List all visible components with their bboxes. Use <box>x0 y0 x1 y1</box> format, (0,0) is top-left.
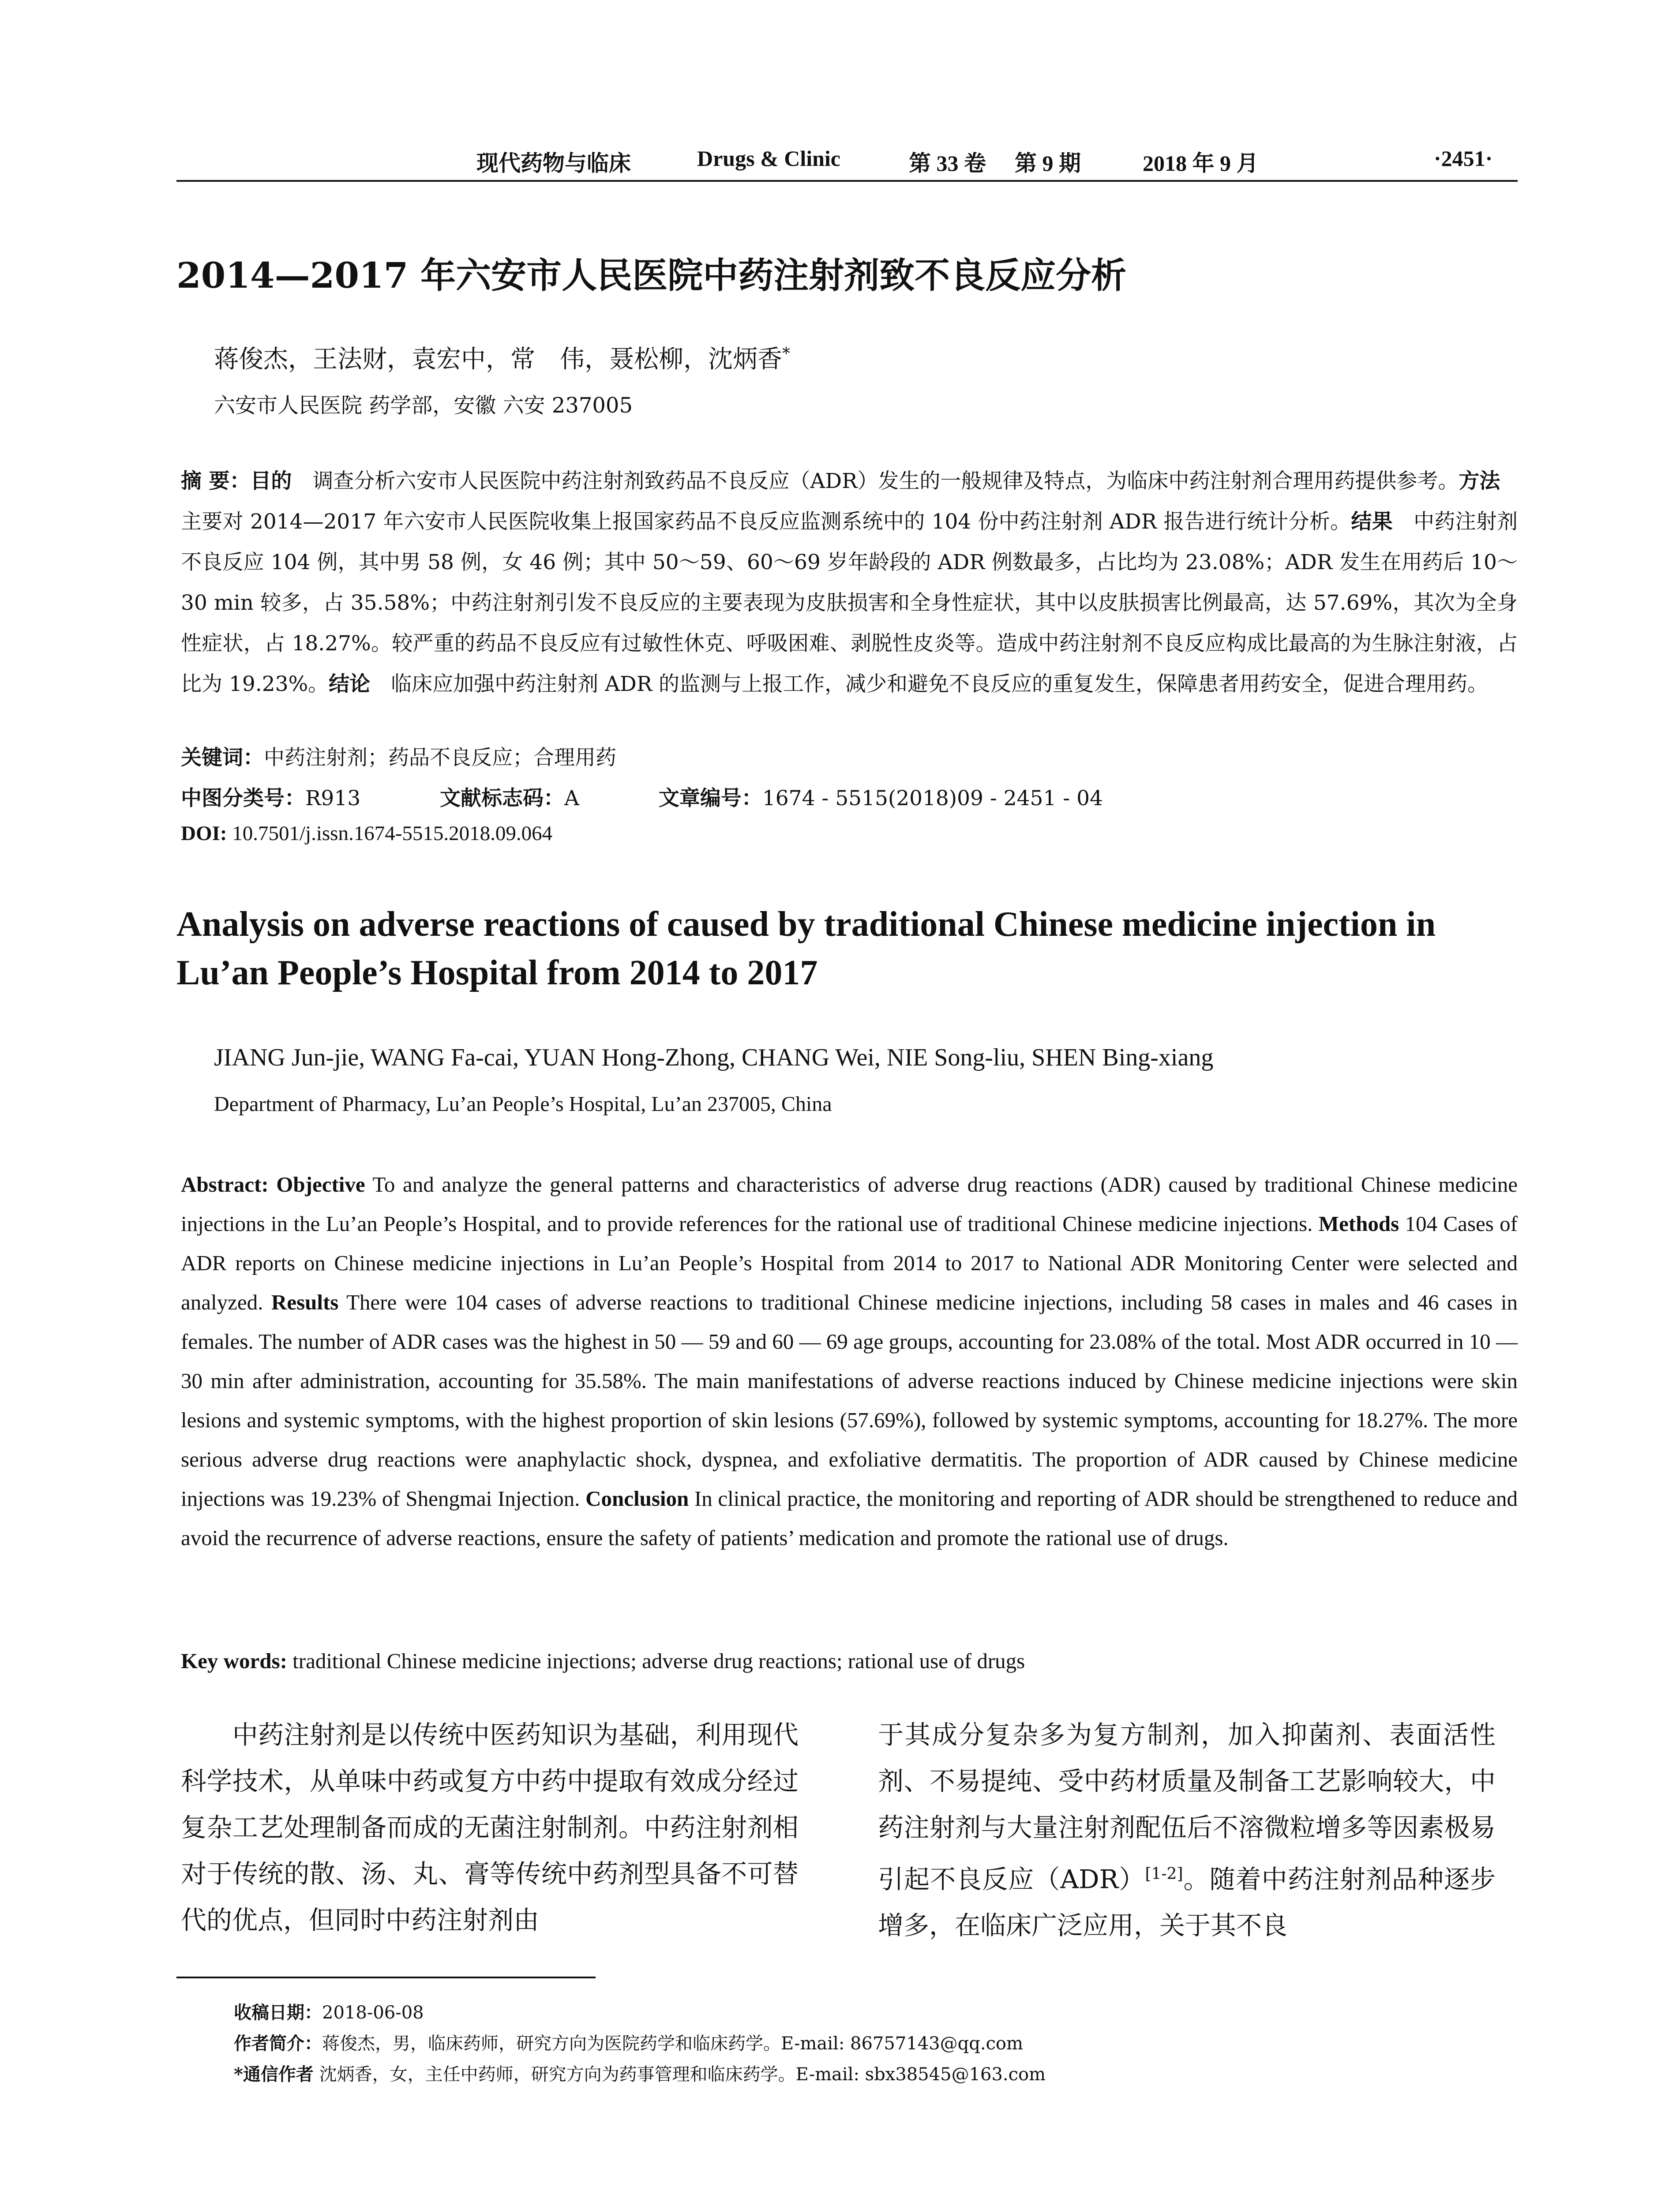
methods-label-en: Methods <box>1318 1212 1399 1236</box>
conclusion-label-en: Conclusion <box>585 1486 689 1511</box>
corresponding-label: *通信作者 <box>234 2064 314 2085</box>
volume: 第 33 卷 <box>909 151 986 176</box>
article-no-value: 1674 - 5515(2018)09 - 2451 - 04 <box>762 786 1103 810</box>
classification-line <box>181 782 1103 811</box>
author-bio-label: 作者简介： <box>234 2033 322 2054</box>
results-text-en: There were 104 cases of adverse reactions to traditional Chinese medicine injections, including 58 cases in males and 46 cases in females. The number of ADR cases was the highest in 50 — 59 and 60 — 69 age groups, accounting for 23.08% of the total. Most ADR occurred in 10 — 30 min after administration, accounting for 35.58%. The main manifestations of adverse reactions induced by Chinese medicine injections were skin lesions and systemic symptoms, with the highest proportion of skin lesions (57.69%), followed by systemic symptoms, accounting for 18.27%. The more serious adverse drug reactions were anaphylactic shock, dyspnea, and exfoliative dermatitis. The proportion of ADR caused by Chinese medicine injections was 19.23% of Shengmai Injection. <box>181 1290 1518 1511</box>
methods-text-en: 104 Cases of ADR reports on Chinese medicine injections in Lu’an People’s Hospital from 2014 to 2017 to National ADR Monitoring Center were selected and analyzed. <box>181 1212 1518 1314</box>
affiliation-cn: 六安市人民医院 药学部，安徽 六安 237005 <box>214 393 633 418</box>
keywords-cn-label: 关键词： <box>181 746 264 770</box>
issue-date: 2018 年 9 月 <box>1143 151 1259 176</box>
keywords-en-label: Key words: <box>181 1649 287 1673</box>
doc-code-label: 文献标志码： <box>440 786 565 810</box>
methods-text-cn: 主要对 2014—2017 年六安市人民医院收集上报国家药品不良反应监测系统中的 104 份中药注射剂 ADR 报告进行统计分析。 <box>181 469 1521 534</box>
author-bio-text: 蒋俊杰，男，临床药师，研究方向为医院药学和临床药学。E-mail: 86757143@qq.com <box>322 2033 1023 2054</box>
keywords-en-text: traditional Chinese medicine injections; adverse drug reactions; rational use of drugs <box>287 1649 1025 1673</box>
journal-name-en: Drugs & Clinic <box>697 146 840 171</box>
body-right-text-a: 于其成分复杂多为复方制剂，加入抑菌剂、表面活性剂、不易提纯、受中药材质量及制备工艺影响较大，中药注射剂与大量注射剂配伍后不溶微粒增多等因素极易引起不良反应（ADR） <box>878 1720 1496 1895</box>
footnote-author-bio <box>234 2030 1023 2055</box>
page-number: ·2451· <box>1434 146 1493 171</box>
author-list-cn <box>214 340 790 375</box>
objective-label-en: Objective <box>268 1172 365 1197</box>
keywords-cn-text: 中药注射剂；药品不良反应；合理用药 <box>264 746 616 770</box>
results-text-cn: 中药注射剂不良反应 104 例，其中男 58 例，女 46 例；其中 50～59、60～69 岁年龄段的 ADR 例数最多，占比均为 23.08%；ADR 发生在用药后 10～30 min 较多，占 35.58%；中药注射剂引发不良反应的主要表现为皮肤损害和全身性症状，其中以皮肤损害比例最高，达 57.69%，其次为全身性症状，占 18.27%。较严重的药品不良反应有过敏性休克、呼吸困难、剥脱性皮炎等。造成中药注射剂不良反应构成比最高的为生脉注射液，占比为 19.23%。 <box>181 510 1518 696</box>
results-label-en: Results <box>271 1290 339 1314</box>
received-date: 2018-06-08 <box>322 2003 424 2023</box>
footnote-received <box>234 1999 424 2024</box>
clc-label: 中图分类号： <box>181 786 305 810</box>
corresponding-text: 沈炳香，女，主任中药师，研究方向为药事管理和临床药学。E-mail: sbx38545@163.com <box>313 2064 1046 2085</box>
methods-label-cn: 方法 <box>1459 469 1500 493</box>
clc-value: R913 <box>305 786 361 810</box>
article-no-label: 文章编号： <box>658 786 762 810</box>
abstract-en <box>181 1165 1518 1557</box>
running-header <box>176 141 1518 181</box>
conclusion-label-cn: 结论 <box>329 672 371 696</box>
doi-label: DOI: <box>181 822 227 845</box>
objective-label-cn: 目的 <box>250 469 292 493</box>
abstract-en-label: Abstract: <box>181 1172 269 1197</box>
author-list-en: JIANG Jun-jie, WANG Fa-cai, YUAN Hong-Zhong, CHANG Wei, NIE Song-liu, SHEN Bing-xiang <box>214 1044 1214 1071</box>
corresponding-mark: * <box>782 345 790 363</box>
body-right-text-b: 。随着中药注射剂品种逐步增多，在临床广泛应用，关于其不良 <box>878 1864 1496 1941</box>
keywords-en <box>181 1641 1025 1681</box>
citation-ref[interactable]: [1-2] <box>1145 1865 1183 1883</box>
doi-line <box>181 822 552 845</box>
abstract-cn-label: 摘 要： <box>181 469 251 493</box>
authors-cn-text: 蒋俊杰，王法财，袁宏中，常 伟，聂松柳，沈炳香 <box>214 345 782 374</box>
affiliation-en: Department of Pharmacy, Lu’an People’s Hospital, Lu’an 237005, China <box>214 1092 832 1116</box>
keywords-cn <box>181 741 616 771</box>
paper-title-cn: 2014—2017 年六安市人民医院中药注射剂致不良反应分析 <box>176 255 1127 296</box>
objective-text-en: To and analyze the general patterns and characteristics of adverse drug reactions (ADR) caused by traditional Chinese medicine injections in the Lu’an People’s Hospital, and to provide references for the rational use of traditional Chinese medicine injections. <box>181 1172 1518 1236</box>
footnote-rule <box>176 1977 596 1978</box>
received-label: 收稿日期： <box>234 2002 322 2023</box>
abstract-cn <box>181 461 1521 705</box>
paper-title-en: Analysis on adverse reactions of caused by traditional Chinese medicine injection in Lu’an People’s Hospital from 2014 to 2017 <box>176 905 1436 992</box>
conclusion-text-en: In clinical practice, the monitoring and reporting of ADR should be strengthened to reduce and avoid the recurrence of adverse reactions, ensure the safety of patients’ medication and promote the rational use of drugs. <box>181 1486 1518 1550</box>
body-column-right <box>878 1712 1496 1949</box>
objective-text-cn: 调查分析六安市人民医院中药注射剂致药品不良反应（ADR）发生的一般规律及特点，为临床中药注射剂合理用药提供参考。 <box>292 469 1459 493</box>
journal-name-cn: 现代药物与临床 <box>476 151 631 176</box>
issue: 第 9 期 <box>1015 151 1081 176</box>
doc-code-value: A <box>564 786 579 810</box>
header-rule <box>176 180 1518 182</box>
footnote-corresponding <box>234 2060 1046 2086</box>
doi-value: 10.7501/j.issn.1674-5515.2018.09.064 <box>227 822 553 845</box>
results-label-cn: 结果 <box>1351 510 1393 534</box>
conclusion-text-cn: 临床应加强中药注射剂 ADR 的监测与上报工作，减少和避免不良反应的重复发生，保障患者用药安全，促进合理用药。 <box>370 672 1489 696</box>
body-column-left: 中药注射剂是以传统中医药知识为基础，利用现代科学技术，从单味中药或复方中药中提取有效成分经过复杂工艺处理制备而成的无菌注射制剂。中药注射剂相对于传统的散、汤、丸、膏等传统中药剂型具备不可替代的优点，但同时中药注射剂由 <box>181 1720 799 1935</box>
